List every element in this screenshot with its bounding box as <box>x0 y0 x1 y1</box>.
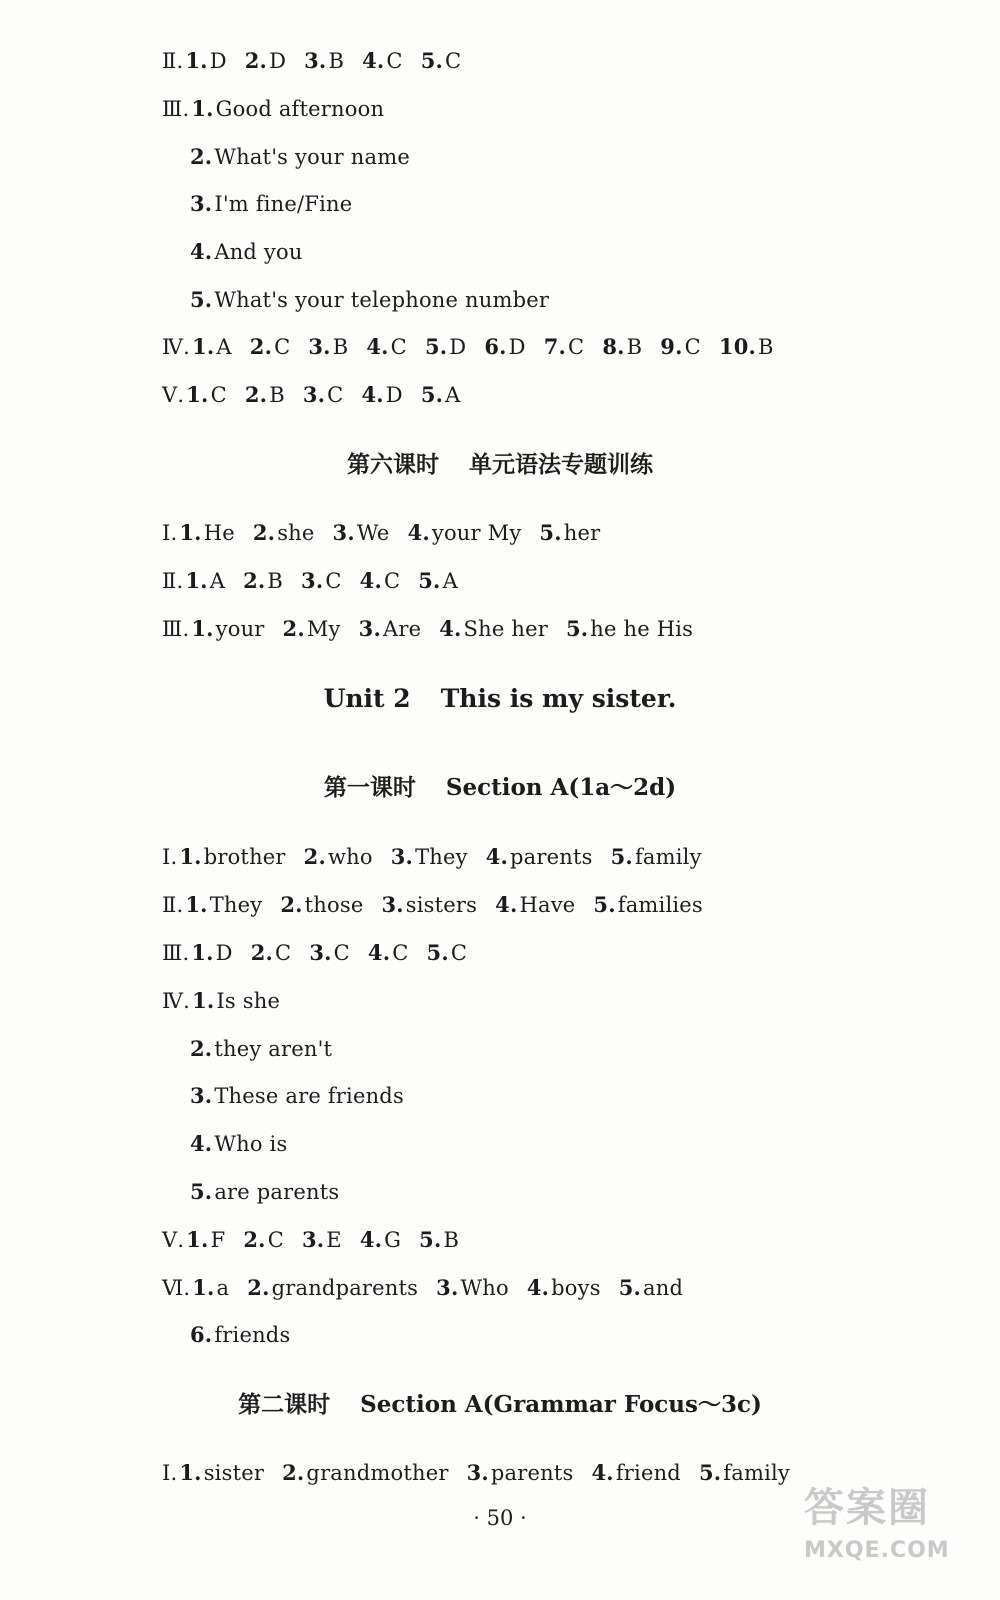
question-number: 1. <box>179 844 202 869</box>
answer-text: I'm fine/Fine <box>214 192 353 216</box>
answer-text: she <box>277 521 315 545</box>
question-number: 1. <box>185 48 208 73</box>
answer-item <box>282 1461 448 1485</box>
question-number: 2. <box>190 1036 213 1061</box>
answer-text: C <box>333 941 350 965</box>
answer-item <box>593 893 703 917</box>
answer-text: We <box>356 521 390 545</box>
heading-label: 第二课时 <box>238 1391 331 1418</box>
answer-line <box>190 1321 308 1349</box>
answer-text: C <box>392 941 409 965</box>
answer-line <box>190 190 370 218</box>
question-number: 1. <box>186 1227 209 1252</box>
answer-item <box>245 49 286 73</box>
watermark-url: MXQE.COM <box>804 1538 950 1563</box>
answer-text: C <box>390 335 407 359</box>
answer-item <box>253 521 315 545</box>
answer-text: brother <box>203 845 286 869</box>
question-number: 1. <box>185 568 208 593</box>
answer-text: B <box>267 569 284 593</box>
answer-item <box>419 1228 459 1252</box>
answer-item <box>191 617 264 641</box>
answer-item <box>602 335 642 359</box>
answer-item <box>421 383 461 407</box>
section-numeral: Ⅲ. <box>162 97 190 121</box>
answer-text: D <box>215 941 233 965</box>
answer-text: family <box>634 845 702 869</box>
answer-item <box>190 145 410 169</box>
question-number: 3. <box>301 568 324 593</box>
question-number: 3. <box>332 520 355 545</box>
question-number: 4. <box>359 568 382 593</box>
answer-item <box>539 521 600 545</box>
question-number: 2. <box>282 616 305 641</box>
answer-text: C <box>568 335 585 359</box>
answer-item <box>484 335 525 359</box>
section-numeral: Ⅱ. <box>162 49 184 73</box>
answer-item <box>190 1180 339 1204</box>
question-number: 4. <box>367 940 391 965</box>
answer-line <box>162 1459 808 1487</box>
answer-text: Have <box>519 893 576 917</box>
answer-item <box>660 335 701 359</box>
answer-item <box>179 1461 264 1485</box>
answer-item <box>360 569 401 593</box>
answer-item <box>251 941 292 965</box>
answer-text: What's your name <box>214 145 410 169</box>
answer-text: families <box>617 893 703 917</box>
answer-text: D <box>269 49 287 73</box>
question-number: 3. <box>190 1083 213 1108</box>
question-number: 4. <box>362 48 385 73</box>
answer-text: D <box>449 335 467 359</box>
answer-text: She her <box>463 617 548 641</box>
answer-item <box>527 1276 601 1300</box>
answer-text: Are <box>382 617 422 641</box>
answer-line <box>162 615 711 643</box>
question-number: 5. <box>424 334 448 359</box>
answer-item <box>243 569 283 593</box>
answer-item <box>190 288 549 312</box>
answer-item <box>186 1228 225 1252</box>
answer-text: C <box>383 569 401 593</box>
answer-text: D <box>385 383 403 407</box>
answer-line <box>190 1082 422 1110</box>
answer-item <box>381 893 477 917</box>
answer-item <box>186 383 227 407</box>
question-number: 1. <box>192 988 215 1013</box>
answer-item <box>179 845 285 869</box>
answer-item <box>247 1276 418 1300</box>
answer-item <box>611 845 702 869</box>
answer-line <box>190 238 321 266</box>
answer-text: he he His <box>590 617 694 641</box>
answer-text: C <box>327 383 344 407</box>
answer-text: F <box>210 1228 226 1252</box>
heading-title: This is my sister. <box>440 684 677 713</box>
answer-text: A <box>216 335 232 359</box>
answer-item <box>408 521 522 545</box>
page-number: · 50 · <box>473 1506 527 1530</box>
lesson-heading <box>0 449 1000 481</box>
answer-text: My <box>306 617 341 641</box>
answer-line <box>162 987 298 1015</box>
question-number: 2. <box>243 1227 266 1252</box>
answer-text: family <box>723 1461 790 1485</box>
answer-line <box>162 381 479 409</box>
question-number: 5. <box>420 48 444 73</box>
question-number: 4. <box>526 1275 550 1300</box>
question-number: 4. <box>495 892 518 917</box>
answer-text: C <box>267 1228 284 1252</box>
answer-text: B <box>443 1228 460 1252</box>
question-number: 4. <box>366 334 389 359</box>
question-number: 2. <box>190 144 213 169</box>
answer-item <box>619 1276 683 1300</box>
answer-item <box>391 845 468 869</box>
answer-text: And you <box>214 240 303 264</box>
answer-item <box>191 941 232 965</box>
answer-text: Who is <box>214 1132 288 1156</box>
question-number: 5. <box>698 1460 722 1485</box>
answer-item <box>243 1228 284 1252</box>
question-number: 4. <box>361 382 384 407</box>
answer-item <box>191 97 384 121</box>
question-number: 4. <box>190 1131 213 1156</box>
answer-text: C <box>325 569 342 593</box>
answer-text: grandparents <box>271 1276 419 1300</box>
answer-text: C <box>274 335 291 359</box>
answer-item <box>486 845 593 869</box>
question-number: 3. <box>390 844 414 869</box>
answer-text: your My <box>431 521 522 545</box>
answer-item <box>185 49 226 73</box>
answer-item <box>308 335 348 359</box>
answer-text: What's your telephone number <box>214 288 550 312</box>
question-number: 10. <box>718 334 757 359</box>
answer-line <box>162 891 721 919</box>
answer-item <box>368 941 409 965</box>
question-number: 8. <box>602 334 625 359</box>
answer-item <box>544 335 585 359</box>
question-number: 1. <box>191 96 214 121</box>
answer-item <box>359 617 422 641</box>
heading-label: 第六课时 <box>347 451 439 478</box>
answer-text: parents <box>490 1461 574 1485</box>
answer-line <box>190 143 428 171</box>
answer-text: B <box>332 335 349 359</box>
question-number: 5. <box>419 1227 442 1252</box>
answer-item <box>360 1228 401 1252</box>
answer-text: who <box>328 845 373 869</box>
answer-text: C <box>684 335 701 359</box>
answer-item <box>566 617 693 641</box>
question-number: 5. <box>539 520 562 545</box>
answer-text: Good afternoon <box>215 97 385 121</box>
answer-line <box>190 286 567 314</box>
lesson-heading <box>0 772 1000 804</box>
question-number: 1. <box>191 616 214 641</box>
answer-text: He <box>203 521 235 545</box>
unit-title <box>0 683 1000 715</box>
answer-item <box>280 893 363 917</box>
question-number: 3. <box>304 48 327 73</box>
question-number: 1. <box>191 940 214 965</box>
watermark-logo <box>804 1480 974 1590</box>
heading-title: 单元语法专题训练 <box>469 451 653 478</box>
answer-item <box>303 383 344 407</box>
question-number: 4. <box>359 1227 383 1252</box>
section-numeral: Ⅴ. <box>162 383 185 407</box>
answer-text: Is she <box>216 989 281 1013</box>
question-number: 3. <box>302 382 326 407</box>
answer-item <box>439 617 548 641</box>
answer-text: a <box>216 1276 230 1300</box>
question-number: 3. <box>190 191 213 216</box>
answer-text: B <box>626 335 643 359</box>
answer-text: her <box>563 521 601 545</box>
answer-item <box>190 1132 287 1156</box>
question-number: 5. <box>618 1275 642 1300</box>
answer-item <box>427 941 468 965</box>
section-numeral: Ⅴ. <box>162 1228 185 1252</box>
section-numeral: Ⅱ. <box>162 893 184 917</box>
answer-text: D <box>508 335 526 359</box>
answer-text: boys <box>551 1276 601 1300</box>
section-numeral: Ⅲ. <box>162 941 190 965</box>
answer-line <box>162 567 476 595</box>
answer-text: E <box>326 1228 342 1252</box>
watermark-title: 答案圈 <box>804 1485 930 1531</box>
question-number: 3. <box>358 616 381 641</box>
question-number: 4. <box>485 844 509 869</box>
answer-text: They <box>415 845 468 869</box>
answer-text: they aren't <box>214 1037 333 1061</box>
answer-text: parents <box>510 845 593 869</box>
answer-text: They <box>209 893 263 917</box>
answer-item <box>425 335 466 359</box>
section-numeral: Ⅰ. <box>162 521 178 545</box>
question-number: 5. <box>420 382 444 407</box>
question-number: 2. <box>249 334 273 359</box>
answer-item <box>250 335 291 359</box>
answer-line <box>162 1274 701 1302</box>
answer-item <box>467 1461 574 1485</box>
answer-text: Who <box>460 1276 509 1300</box>
section-numeral: Ⅰ. <box>162 845 178 869</box>
answer-item <box>333 521 390 545</box>
question-number: 5. <box>418 568 441 593</box>
answer-text: G <box>384 1228 402 1252</box>
answer-line <box>162 843 720 871</box>
answer-item <box>179 521 234 545</box>
question-number: 5. <box>565 616 589 641</box>
answer-item <box>185 893 262 917</box>
answer-item <box>421 49 462 73</box>
answer-line <box>162 519 618 547</box>
question-number: 4. <box>190 239 213 264</box>
answer-item <box>366 335 407 359</box>
question-number: 4. <box>591 1460 614 1485</box>
answer-item <box>190 1323 290 1347</box>
answer-item <box>362 49 403 73</box>
answer-text: C <box>275 941 292 965</box>
question-number: 5. <box>190 287 213 312</box>
answer-text: C <box>445 49 462 73</box>
answer-item <box>192 989 280 1013</box>
question-number: 2. <box>244 48 268 73</box>
answer-item <box>190 1084 404 1108</box>
answer-line <box>190 1130 305 1158</box>
answer-text: are parents <box>214 1180 340 1204</box>
answer-line <box>162 95 402 123</box>
answer-item <box>309 941 350 965</box>
answer-item <box>436 1276 509 1300</box>
question-number: 5. <box>610 844 633 869</box>
answer-item <box>361 383 402 407</box>
answer-text: A <box>209 569 226 593</box>
answer-text: C <box>210 383 227 407</box>
question-number: 4. <box>407 520 430 545</box>
answer-item <box>304 49 344 73</box>
question-number: 1. <box>192 1275 215 1300</box>
answer-text: sisters <box>405 893 478 917</box>
answer-text: B <box>269 383 285 407</box>
answer-item <box>190 192 352 216</box>
question-number: 2. <box>282 1460 305 1485</box>
question-number: 5. <box>426 940 449 965</box>
question-number: 1. <box>179 1460 202 1485</box>
answer-line <box>190 1178 357 1206</box>
section-numeral: Ⅰ. <box>162 1461 178 1485</box>
answer-item <box>495 893 575 917</box>
question-number: 2. <box>252 520 276 545</box>
question-number: 3. <box>308 334 331 359</box>
answer-text: sister <box>203 1461 265 1485</box>
answer-text: B <box>328 49 345 73</box>
section-numeral: Ⅳ. <box>162 989 191 1013</box>
lesson-heading <box>0 1389 1000 1421</box>
answer-text: grandmother <box>306 1461 449 1485</box>
question-number: 3. <box>301 1227 325 1252</box>
answer-item <box>192 1276 229 1300</box>
question-number: 4. <box>439 616 462 641</box>
question-number: 3. <box>381 892 404 917</box>
answer-item <box>190 240 303 264</box>
heading-label: 第一课时 <box>323 774 416 801</box>
question-number: 5. <box>593 892 616 917</box>
answer-line <box>190 1035 350 1063</box>
answer-text: friends <box>214 1323 291 1347</box>
question-number: 2. <box>247 1275 270 1300</box>
answer-line <box>162 939 485 967</box>
answer-item <box>302 1228 342 1252</box>
answer-text: friend <box>615 1461 681 1485</box>
question-number: 6. <box>190 1322 213 1347</box>
answer-line <box>162 1226 477 1254</box>
section-numeral: Ⅲ. <box>162 617 190 641</box>
answer-text: A <box>445 383 461 407</box>
question-number: 1. <box>185 892 208 917</box>
question-number: 9. <box>660 334 683 359</box>
question-number: 2. <box>280 892 303 917</box>
answer-item <box>699 1461 790 1485</box>
heading-label: Unit 2 <box>323 684 411 713</box>
question-number: 2. <box>244 382 268 407</box>
question-number: 2. <box>303 844 326 869</box>
question-number: 7. <box>543 334 567 359</box>
answer-item <box>591 1461 680 1485</box>
question-number: 3. <box>309 940 332 965</box>
question-number: 1. <box>192 334 215 359</box>
question-number: 3. <box>436 1275 459 1300</box>
heading-title: Section A(1a～2d) <box>445 774 677 801</box>
answer-line <box>162 333 792 361</box>
question-number: 5. <box>190 1179 213 1204</box>
answer-text: B <box>758 335 774 359</box>
question-number: 2. <box>243 568 266 593</box>
section-numeral: Ⅱ. <box>162 569 184 593</box>
section-numeral: Ⅵ. <box>162 1276 191 1300</box>
question-number: 2. <box>250 940 274 965</box>
answer-text: A <box>442 569 458 593</box>
answer-item <box>190 1037 332 1061</box>
answer-line <box>162 47 479 75</box>
answer-item <box>185 569 225 593</box>
heading-title: Section A(Grammar Focus～3c) <box>360 1391 762 1418</box>
answer-item <box>283 617 341 641</box>
answer-item <box>719 335 774 359</box>
answer-text: These are friends <box>214 1084 404 1108</box>
answer-text: D <box>209 49 227 73</box>
section-numeral: Ⅳ. <box>162 335 191 359</box>
answer-text: C <box>386 49 403 73</box>
question-number: 6. <box>484 334 507 359</box>
question-number: 1. <box>186 382 209 407</box>
answer-item <box>418 569 458 593</box>
answer-text: those <box>304 893 364 917</box>
answer-text: C <box>450 941 468 965</box>
answer-item <box>301 569 342 593</box>
answer-item <box>192 335 232 359</box>
answer-text: your <box>215 617 265 641</box>
answer-item <box>304 845 373 869</box>
question-number: 3. <box>466 1460 489 1485</box>
answer-text: and <box>643 1276 684 1300</box>
answer-item <box>245 383 285 407</box>
question-number: 1. <box>179 520 202 545</box>
